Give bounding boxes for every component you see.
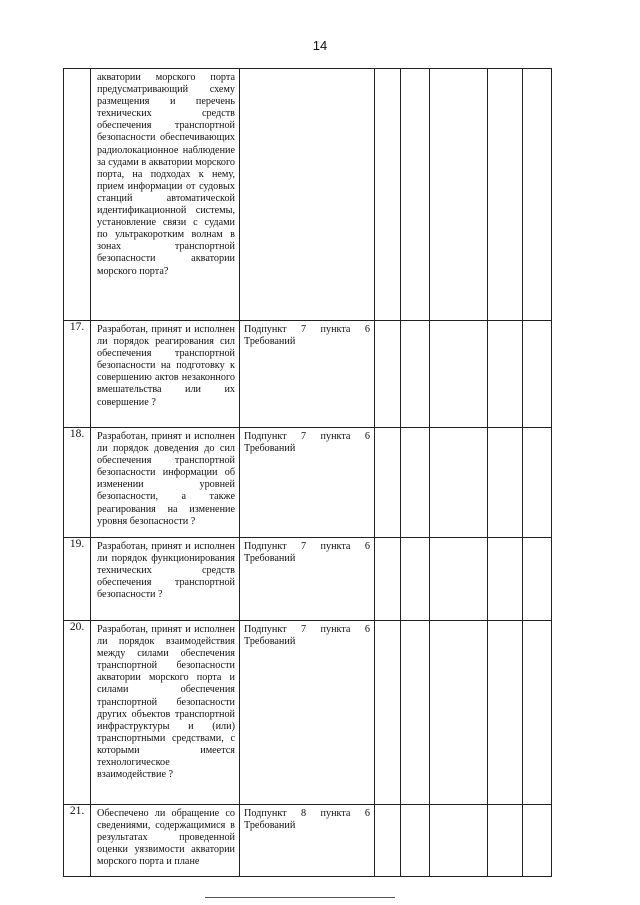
ref-word: 7 (301, 324, 307, 335)
ref-line2: Требований (244, 443, 296, 455)
empty-cell (430, 428, 488, 538)
table-row (64, 621, 552, 805)
ref-word: 6 (364, 808, 370, 819)
ref-word: 6 (364, 431, 370, 442)
empty-cell (375, 69, 401, 321)
ref-word: 6 (364, 624, 370, 635)
ref-word: пункта (320, 324, 351, 335)
empty-cell (375, 621, 401, 805)
ref-word: пункта (320, 808, 351, 819)
table-row (64, 805, 552, 877)
ref-word: 6 (364, 324, 370, 335)
table-row (64, 428, 552, 538)
empty-cell (430, 69, 488, 321)
row-number: 20. (64, 621, 91, 805)
requirement-text: акватории морского порта предусматривающий схему размещения и перечень технических средств обеспечения транспортной безопасности обеспечивающих радиолокационное наблюдение за судами в акватории морского порта, на подходах к нему, прием информации от судовых станций автоматической идентификационной системы, установление связи с судами по ультракоротким волнам в зонах транспортной безопасности акватории морского порта? (91, 69, 240, 321)
requirement-text: Обеспечено ли обращение со сведениями, содержащимися в результатах проведенной оценки уязвимости акватории морского порта и плане (91, 805, 240, 877)
empty-cell (488, 321, 523, 428)
empty-cell (488, 69, 523, 321)
ref-word: 8 (301, 808, 307, 819)
legal-reference (240, 538, 375, 621)
empty-cell (523, 69, 552, 321)
empty-cell (488, 805, 523, 877)
table-row (64, 321, 552, 428)
ref-word: 7 (301, 624, 307, 635)
ref-word: Подпункт (244, 324, 287, 335)
ref-word: пункта (320, 431, 351, 442)
requirement-text: Разработан, принят и исполнен ли порядок реагирования сил обеспечения транспортной безопасности на подготовку к совершению актов незаконного вмешательства или их совершение ? (91, 321, 240, 428)
empty-cell (375, 321, 401, 428)
ref-line2: Требований (244, 820, 296, 832)
empty-cell (488, 621, 523, 805)
empty-cell (401, 428, 430, 538)
empty-cell (375, 428, 401, 538)
requirement-text: Разработан, принят и исполнен ли порядок доведения до сил обеспечения транспортной безопасности информации об изменении уровней безопасности, а также реагирования на изменение уровня безопасности ? (91, 428, 240, 538)
checklist-table (63, 68, 552, 877)
legal-reference (240, 428, 375, 538)
requirement-text: Разработан, принят и исполнен ли порядок функционирования технических средств обеспечения транспортной безопасности ? (91, 538, 240, 621)
row-number: 18. (64, 428, 91, 538)
empty-cell (375, 805, 401, 877)
table-row (64, 538, 552, 621)
ref-line2: Требований (244, 636, 296, 648)
empty-cell (430, 805, 488, 877)
page-number: 14 (312, 38, 328, 53)
ref-word: Подпункт (244, 431, 287, 442)
empty-cell (523, 621, 552, 805)
legal-reference (240, 621, 375, 805)
empty-cell (488, 538, 523, 621)
ref-word: Подпункт (244, 808, 287, 819)
ref-word: Подпункт (244, 624, 287, 635)
ref-word: 6 (364, 541, 370, 552)
empty-cell (523, 538, 552, 621)
requirement-text: Разработан, принят и исполнен ли порядок взаимодействия между силами обеспечения транспортной безопасности акватории морского порта и силами обеспечения транспортной безопасности других объектов транспортной инфраструктуры и (или) транспортными средствами, с которыми имеется технологическое взаимодействие ? (91, 621, 240, 805)
empty-cell (523, 805, 552, 877)
empty-cell (523, 428, 552, 538)
ref-word: пункта (320, 541, 351, 552)
row-number (64, 69, 91, 321)
empty-cell (488, 428, 523, 538)
empty-cell (375, 538, 401, 621)
empty-cell (401, 321, 430, 428)
empty-cell (401, 805, 430, 877)
ref-word: 7 (301, 541, 307, 552)
empty-cell (430, 538, 488, 621)
row-number: 21. (64, 805, 91, 877)
row-number: 17. (64, 321, 91, 428)
legal-reference (240, 321, 375, 428)
empty-cell (401, 621, 430, 805)
ref-word: 7 (301, 431, 307, 442)
bottom-rule (205, 897, 395, 898)
empty-cell (430, 321, 488, 428)
empty-cell (430, 621, 488, 805)
empty-cell (401, 69, 430, 321)
empty-cell (523, 321, 552, 428)
ref-line2: Требований (244, 553, 296, 565)
legal-reference (240, 805, 375, 877)
ref-word: пункта (320, 624, 351, 635)
legal-reference (240, 69, 375, 321)
row-number: 19. (64, 538, 91, 621)
empty-cell (401, 538, 430, 621)
table-row (64, 69, 552, 321)
ref-word: Подпункт (244, 541, 287, 552)
ref-line2: Требований (244, 336, 296, 348)
